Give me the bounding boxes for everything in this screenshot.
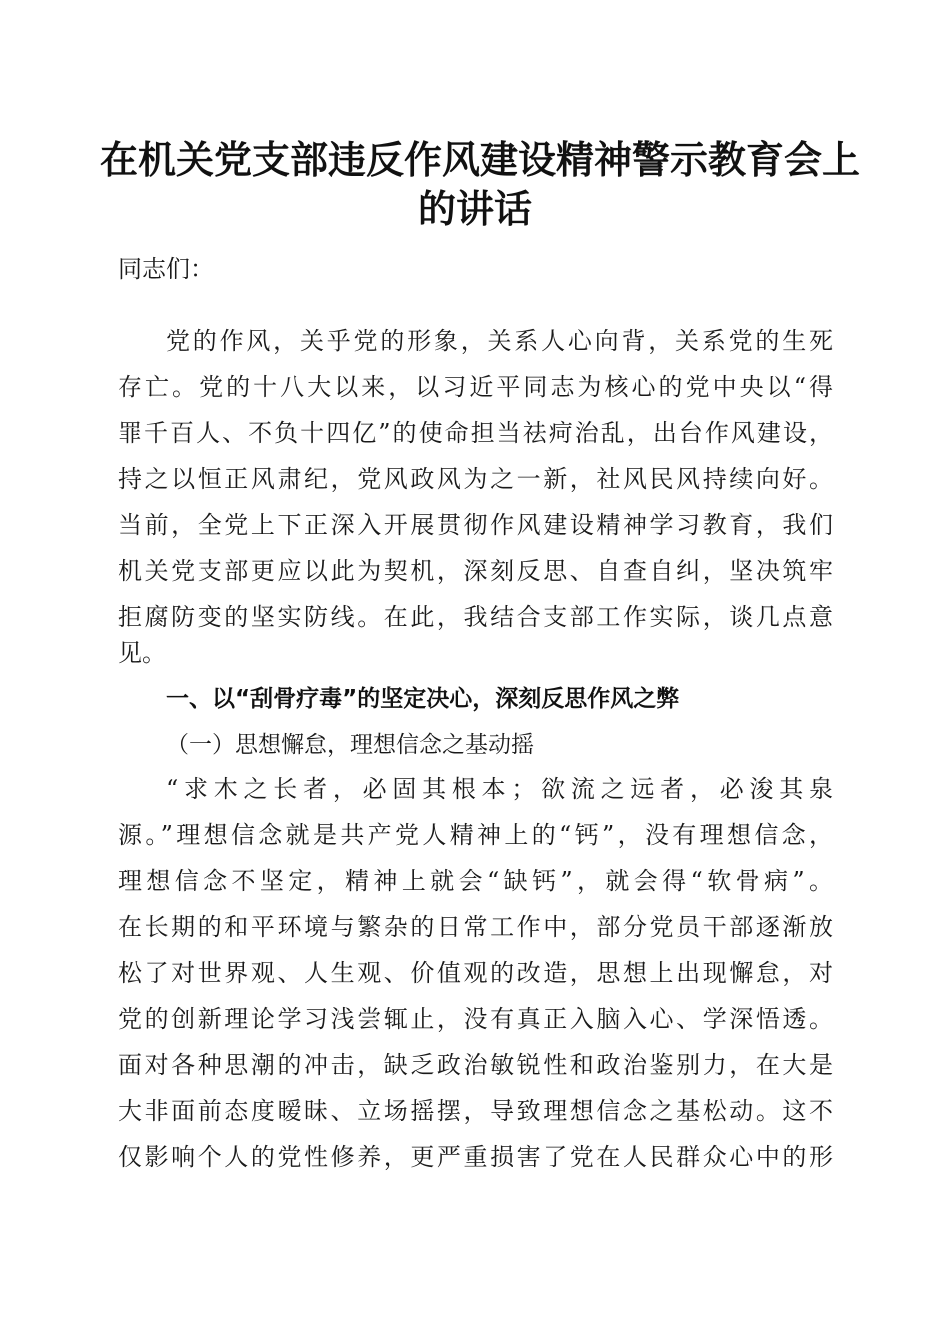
paragraph-1-line: 机关党支部更应以此为契机，深刻反思、自查自纠，坚决筑牢 xyxy=(118,557,833,585)
document-title-line-1: 在机关党支部违反作风建设精神警示教育会上 xyxy=(100,137,861,182)
paragraph-1-line: 拒腐防变的坚实防线。在此，我结合支部工作实际，谈几点意 xyxy=(118,603,833,631)
paragraph-2-line: 源。”理想信念就是共产党人精神上的“钙”，没有理想信念， xyxy=(118,821,833,849)
salutation: 同志们： xyxy=(118,255,214,283)
paragraph-2-line: 在长期的和平环境与繁杂的日常工作中，部分党员干部逐渐放 xyxy=(118,913,833,941)
paragraph-2-line: “求木之长者，必固其根本；欲流之远者，必浚其泉 xyxy=(166,775,833,803)
document-title-line-2: 的讲话 xyxy=(417,186,532,231)
paragraph-1-line: 持之以恒正风肃纪，党风政风为之一新，社风民风持续向好。 xyxy=(118,465,833,493)
paragraph-1-line: 见。 xyxy=(118,639,166,667)
paragraph-1-line: 当前，全党上下正深入开展贯彻作风建设精神学习教育，我们 xyxy=(118,511,833,539)
paragraph-2-line: 面对各种思潮的冲击，缺乏政治敏锐性和政治鉴别力，在大是 xyxy=(118,1051,833,1079)
paragraph-2-line: 党的创新理论学习浅尝辄止，没有真正入脑入心、学深悟透。 xyxy=(118,1005,833,1033)
paragraph-2-line: 松了对世界观、人生观、价值观的改造，思想上出现懈怠，对 xyxy=(118,959,833,987)
section-heading-1: 一、以“刮骨疗毒”的坚定决心，深刻反思作风之弊 xyxy=(166,686,680,712)
paragraph-2-line: 大非面前态度暧昧、立场摇摆，导致理想信念之基松动。这不 xyxy=(118,1097,833,1125)
paragraph-1-line: 存亡。党的十八大以来，以习近平同志为核心的党中央以“得 xyxy=(118,373,833,401)
paragraph-1-line: 罪千百人、不负十四亿”的使命担当祛疴治乱，出台作风建设， xyxy=(118,419,833,447)
paragraph-2-line: 理想信念不坚定，精神上就会“缺钙”，就会得“软骨病”。 xyxy=(118,867,833,895)
subsection-heading-1: （一）思想懈怠，理想信念之基动摇 xyxy=(166,732,534,758)
paragraph-1-line: 党的作风，关乎党的形象，关系人心向背，关系党的生死 xyxy=(166,327,833,355)
paragraph-2-line: 仅影响个人的党性修养，更严重损害了党在人民群众心中的形 xyxy=(118,1143,833,1171)
